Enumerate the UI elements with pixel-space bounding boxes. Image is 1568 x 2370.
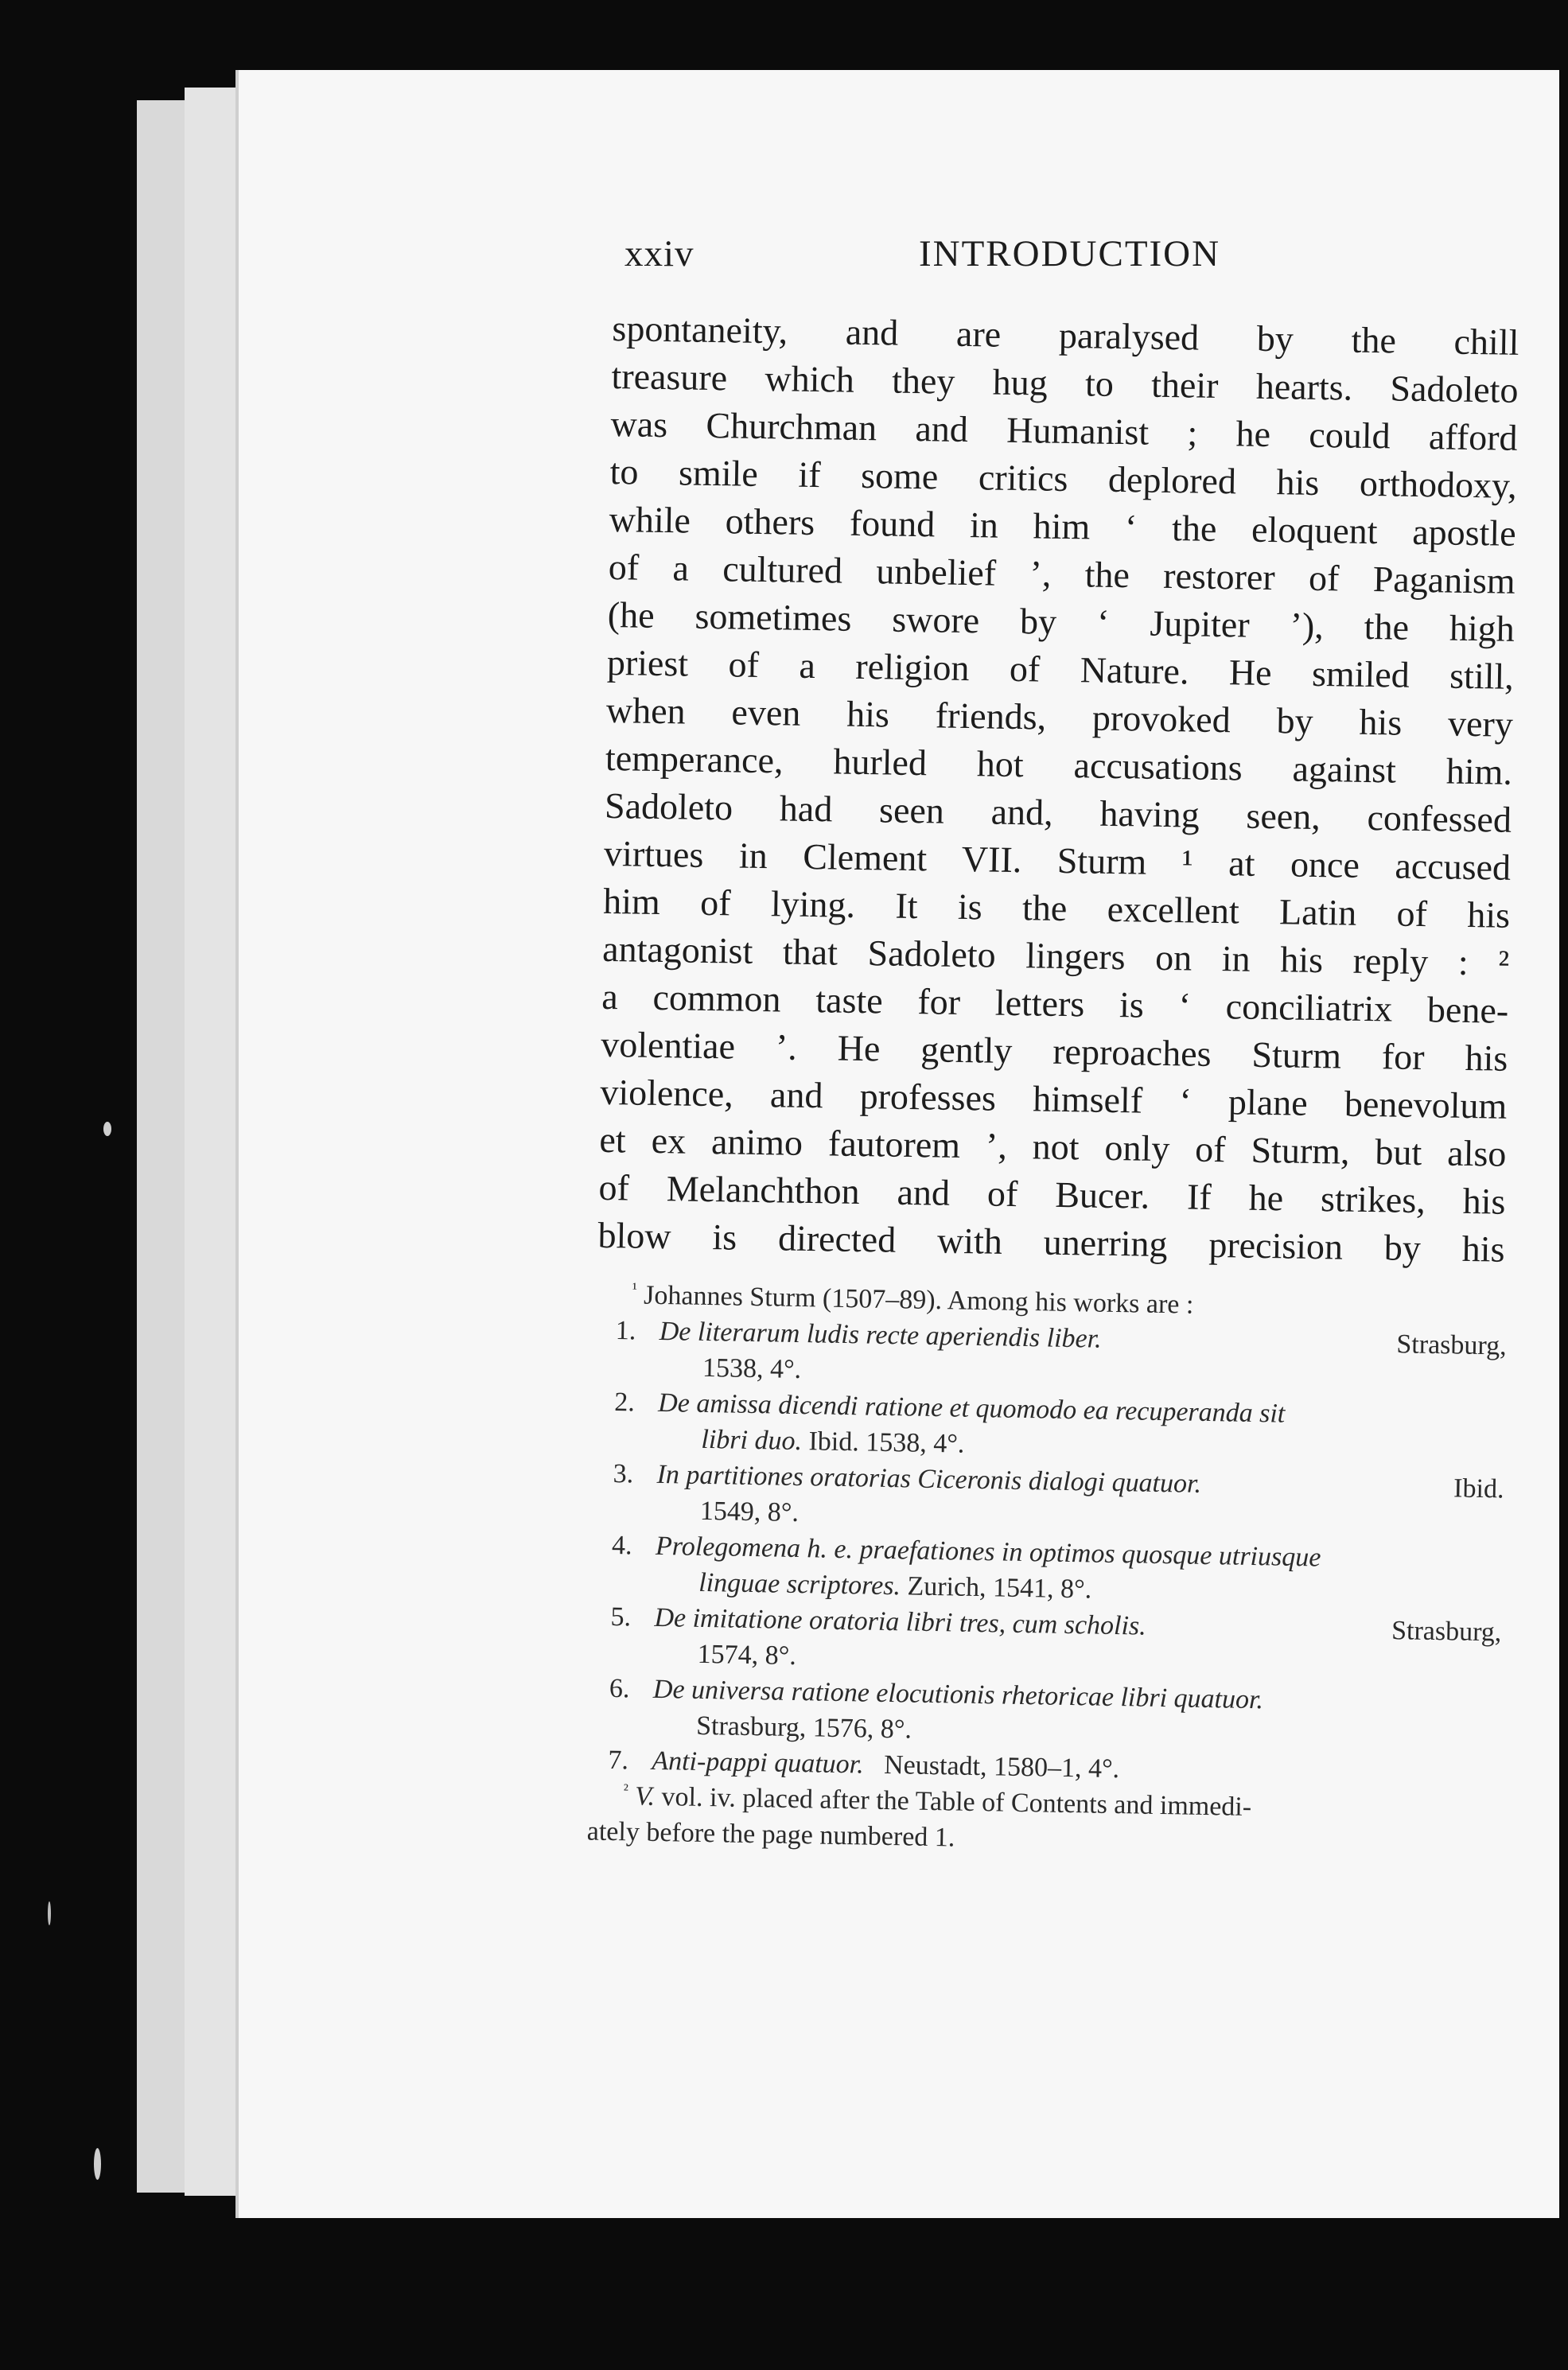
work-title-continued: libri duo.	[701, 1424, 803, 1457]
footnote-text-continued: ately before the page numbered 1.	[586, 1816, 955, 1853]
footnote-text: Johannes Sturm (1507–89). Among his works are :	[643, 1280, 1194, 1320]
running-head	[624, 232, 1261, 280]
work-imprint: Strasburg,	[1391, 1616, 1502, 1648]
text-line: was Churchman and Humanist ; he could afford	[610, 403, 1518, 458]
text-line: violence, and professes himself ‘ plane benevolum	[600, 1071, 1508, 1127]
work-imprint: Ibid. 1538, 4°.	[808, 1426, 965, 1459]
footnote-abbrev: V.	[634, 1781, 656, 1812]
text-line: volentiae ’. He gently reproaches Sturm for his	[600, 1023, 1508, 1079]
item-number: 1.	[615, 1315, 636, 1346]
item-number: 6.	[609, 1673, 630, 1704]
work-imprint-continued: Strasburg, 1576, 8°.	[695, 1710, 912, 1745]
work-title: Anti-pappi quatuor.	[652, 1745, 865, 1780]
dust-speck	[94, 2148, 101, 2180]
work-title-continued: linguae scriptores.	[698, 1567, 901, 1601]
text-line: of a cultured unbelief ’, the restorer of Paganism	[608, 546, 1516, 601]
text-line: when even his friends, provoked by his very	[605, 689, 1514, 745]
text-line: spontaneity, and are paralysed by the chill	[612, 307, 1519, 363]
text-line: a common taste for letters is ‘ conciliatrix bene-	[601, 975, 1509, 1031]
footnote-text: vol. iv. placed after the Table of Contents and immedi-	[661, 1782, 1252, 1823]
text-line: while others found in him ‘ the eloquent apostle	[609, 498, 1517, 554]
footnote-marker: ²	[623, 1780, 629, 1800]
work-title: In partitiones oratorias Ciceronis dialogi quatuor.	[656, 1459, 1202, 1499]
dust-speck	[103, 1122, 111, 1136]
page-number: xxiv	[624, 233, 695, 274]
work-title: De universa ratione elocutionis rhetoricae libri quatuor.	[652, 1674, 1264, 1715]
text-line: et ex animo fautorem ’, not only of Sturm, but also	[599, 1119, 1507, 1174]
running-title: INTRODUCTION	[919, 233, 1221, 274]
work-title: Prolegomena h. e. praefationes in optimos quosque utriusque	[655, 1531, 1321, 1573]
item-number: 2.	[613, 1387, 636, 1418]
work-imprint: Zurich, 1541, 8°.	[907, 1571, 1092, 1605]
work-title: De literarum ludis recte aperiendis liber.	[659, 1316, 1102, 1354]
text-line: treasure which they hug to their hearts. Sadoleto	[611, 355, 1519, 411]
text-line: him of lying. It is the excellent Latin of his	[602, 880, 1511, 936]
work-imprint: Neustadt, 1580–1, 4°.	[883, 1749, 1120, 1784]
work-title: De amissa dicendi ratione et quomodo ea recuperanda sit	[657, 1387, 1286, 1429]
text-line: antagonist that Sadoleto lingers on in his reply : ²	[601, 928, 1510, 983]
work-imprint: Ibid.	[1453, 1473, 1504, 1504]
dust-speck	[48, 1901, 51, 1925]
text-line: blow is directed with unerring precision by his	[597, 1214, 1505, 1270]
footnotes	[586, 1277, 1507, 1865]
work-imprint-continued: 1574, 8°.	[697, 1639, 797, 1671]
item-number: 5.	[610, 1601, 632, 1633]
text-line: to smile if some critics deplored his orthodoxy,	[609, 450, 1517, 506]
item-number: 7.	[608, 1745, 629, 1776]
text-line: temperance, hurled hot accusations against him.	[605, 737, 1513, 792]
work-imprint: Strasburg,	[1396, 1329, 1507, 1361]
text-line: virtues in Clement VII. Sturm ¹ at once accused	[603, 832, 1512, 888]
work-imprint-continued: 1538, 4°.	[702, 1352, 802, 1385]
item-number: 4.	[611, 1530, 632, 1561]
work-imprint-continued: 1549, 8°.	[699, 1496, 800, 1528]
text-line: (he sometimes swore by ‘ Jupiter ’), the high	[607, 593, 1515, 649]
text-line: priest of a religion of Nature. He smiled still,	[606, 641, 1515, 697]
footnote-marker: ¹	[632, 1280, 638, 1298]
text-line: of Melanchthon and of Bucer. If he strikes, his	[598, 1166, 1506, 1222]
text-line: Sadoleto had seen and, having seen, confessed	[604, 784, 1512, 840]
work-title: De imitatione oratoria libri tres, cum scholis.	[654, 1602, 1147, 1641]
item-number: 3.	[613, 1458, 634, 1489]
body-text	[597, 305, 1519, 1274]
